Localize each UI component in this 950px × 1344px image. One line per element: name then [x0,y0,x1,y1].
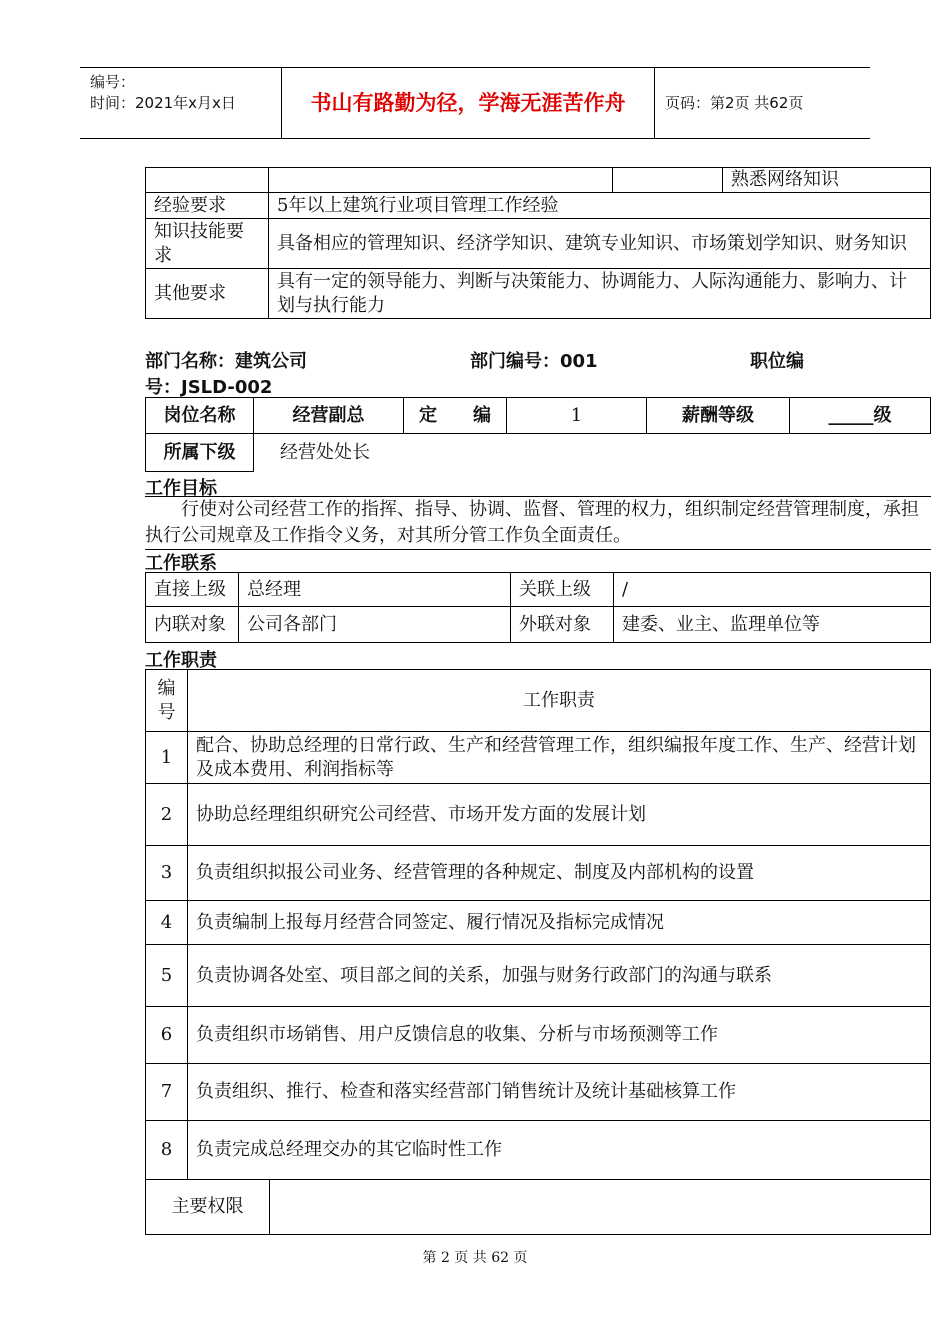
external-contact-value: 建委、业主、监理单位等 [614,607,931,643]
related-superior-value: / [614,573,931,607]
post-label: 岗位名称 [146,398,254,434]
subordinate-value: 经营处处长 [254,434,931,472]
duty-number: 7 [146,1064,188,1121]
duty-text: 负责编制上报每月经营合同签定、履行情况及指标完成情况 [188,901,931,945]
duty-number: 1 [146,732,188,784]
header-motto: 书山有路勤为径，学海无涯苦作舟 [281,68,655,138]
duties-table [145,669,931,1235]
duty-text: 负责完成总经理交办的其它临时性工作 [188,1121,931,1180]
dept-name: 部门名称：建筑公司 [145,351,307,372]
duty-text: 配合、协助总经理的日常行政、生产和经营管理工作，组织编报年度工作、生产、经营计划及成本费用、利润指标等 [188,732,931,784]
duty-text: 协助总经理组织研究公司经营、市场开发方面的发展计划 [188,784,931,846]
duty-number: 8 [146,1121,188,1180]
page-header [80,67,870,139]
req-label: 经验要求 [146,193,269,219]
direct-superior-value: 总经理 [239,573,511,607]
authority-label: 主要权限 [146,1180,270,1235]
req-label: 其他要求 [146,269,269,319]
salary-value: _____级 [790,398,931,434]
duties-title: 工作职责 [145,650,217,671]
time-label: 时间：2021年x月x日 [90,94,236,112]
requirements-table [145,167,931,319]
post-value: 经营副总 [254,398,404,434]
direct-superior-label: 直接上级 [146,573,239,607]
req-network-knowledge: 熟悉网络知识 [723,168,931,193]
req-cell-empty [146,168,269,193]
duty-number: 4 [146,901,188,945]
duty-text: 负责组织、推行、检查和落实经营部门销售统计及统计基础核算工作 [188,1064,931,1121]
req-label: 知识技能要求 [146,219,269,269]
duty-text: 负责组织市场销售、用户反馈信息的收集、分析与市场预测等工作 [188,1007,931,1064]
goal-box [145,496,931,550]
duty-number: 2 [146,784,188,846]
dept-code: 部门编号：001 [470,351,598,372]
goal-title: 工作目标 [145,478,217,499]
internal-contact-value: 公司各部门 [239,607,511,643]
relations-title: 工作联系 [145,553,217,574]
req-value: 5年以上建筑行业项目管理工作经验 [269,193,931,219]
salary-label: 薪酬等级 [647,398,790,434]
goal-text: 行使对公司经营工作的指挥、指导、协调、监督、管理的权力，组织制定经营管理制度，承担执行公司规章及工作指令义务，对其所分管工作负全面责任。 [145,499,919,546]
duty-number: 3 [146,846,188,901]
internal-contact-label: 内联对象 [146,607,239,643]
duty-number: 6 [146,1007,188,1064]
header-page: 页码：第2页 共62页 [665,94,804,112]
related-superior-label: 关联上级 [511,573,614,607]
req-cell-empty [613,168,723,193]
subordinate-label: 所属下级 [146,434,254,472]
quota-value: 1 [507,398,647,434]
relations-table [145,572,931,643]
req-value: 具有一定的领导能力、判断与决策能力、协调能力、人际沟通能力、影响力、计划与执行能力 [269,269,931,319]
duty-number-header: 编号 [146,670,188,732]
header-meta [80,68,290,142]
duty-text: 负责组织拟报公司业务、经营管理的各种规定、制度及内部机构的设置 [188,846,931,901]
duty-text-header: 工作职责 [188,670,931,732]
req-cell-empty [269,168,613,193]
external-contact-label: 外联对象 [511,607,614,643]
duty-number: 5 [146,945,188,1007]
position-code-part2: 号：JSLD-002 [145,377,273,398]
quota-label: 定 编 [404,398,507,434]
page-footer: 第 2 页 共 62 页 [422,1250,528,1266]
authority-value [270,1180,931,1235]
req-value: 具备相应的管理知识、经济学知识、建筑专业知识、市场策划学知识、财务知识 [269,219,931,269]
position-table [145,397,931,472]
position-code-part1: 职位编 [750,351,804,372]
duty-text: 负责协调各处室、项目部之间的关系，加强与财务行政部门的沟通与联系 [188,945,931,1007]
number-label: 编号： [90,73,136,91]
